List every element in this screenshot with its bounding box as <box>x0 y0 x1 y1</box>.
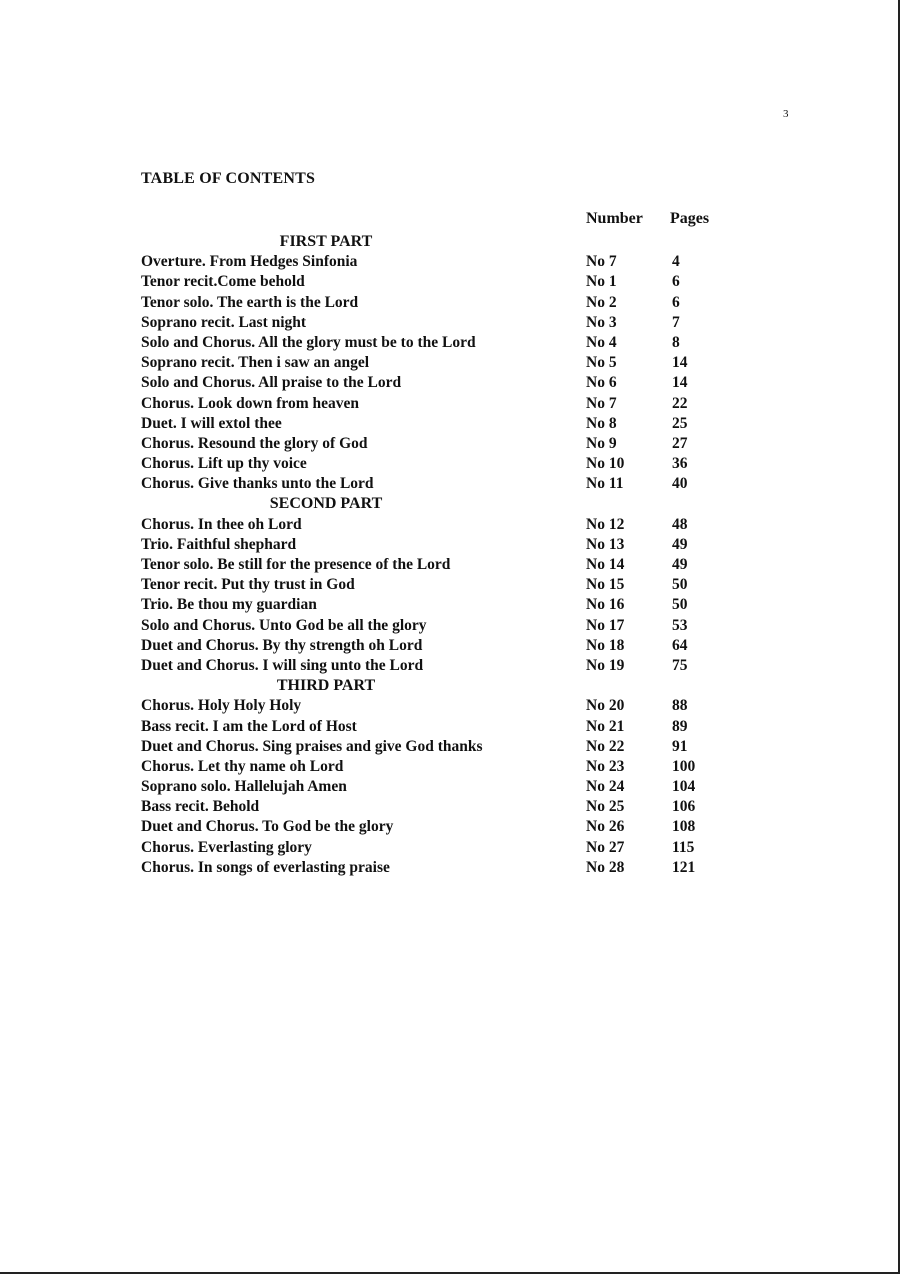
entry-title: Duet and Chorus. To God be the glory <box>141 818 394 836</box>
toc-entry <box>141 313 781 333</box>
toc-entry <box>141 737 781 757</box>
entry-title: Duet and Chorus. By thy strength oh Lord <box>141 636 423 654</box>
toc-entry <box>141 656 781 676</box>
page-title: TABLE OF CONTENTS <box>141 170 316 187</box>
entry-page: 50 <box>672 596 688 614</box>
toc-entry <box>141 474 781 494</box>
toc-entry <box>141 414 781 434</box>
entry-title: Bass recit. Behold <box>141 798 260 816</box>
entry-page: 49 <box>672 535 688 553</box>
entry-number: No 19 <box>586 656 625 674</box>
entry-title: Duet and Chorus. Sing praises and give God thanks <box>141 737 483 755</box>
toc-entry <box>141 838 781 858</box>
toc-entry <box>141 252 781 272</box>
entry-title: Chorus. Lift up thy voice <box>141 455 307 473</box>
entry-title: Duet and Chorus. I will sing unto the Lord <box>141 656 424 674</box>
toc-entry <box>141 353 781 373</box>
entry-title: Chorus. Resound the glory of God <box>141 434 368 452</box>
table-of-contents <box>141 210 781 878</box>
toc-entry <box>141 333 781 353</box>
entry-title: Chorus. Look down from heaven <box>141 394 360 412</box>
entry-title: Soprano solo. Hallelujah Amen <box>141 778 347 796</box>
toc-entry <box>141 535 781 555</box>
entry-number: No 18 <box>586 636 625 654</box>
entry-number: No 9 <box>586 434 617 452</box>
entry-number: No 15 <box>586 576 625 594</box>
entry-page: 14 <box>672 354 688 372</box>
entry-number: No 4 <box>586 333 617 351</box>
entry-title: Tenor recit.Come behold <box>141 273 305 291</box>
toc-entry <box>141 293 781 313</box>
entry-title: Overture. From Hedges Sinfonia <box>141 253 358 271</box>
toc-entry <box>141 696 781 716</box>
toc-entry <box>141 373 781 393</box>
entry-number: No 2 <box>586 293 617 311</box>
entry-page: 91 <box>672 737 688 755</box>
entry-title: Chorus. In thee oh Lord <box>141 515 302 533</box>
toc-entry <box>141 575 781 595</box>
toc-entry <box>141 616 781 636</box>
entry-title: Solo and Chorus. All praise to the Lord <box>141 374 402 392</box>
entry-page: 48 <box>672 515 688 533</box>
entry-page: 27 <box>672 434 688 452</box>
entry-page: 22 <box>672 394 688 412</box>
entry-number: No 25 <box>586 798 625 816</box>
entry-number: No 7 <box>586 394 617 412</box>
page-number: 3 <box>783 108 789 120</box>
entry-number: No 6 <box>586 374 617 392</box>
entry-page: 104 <box>672 778 696 796</box>
entry-title: Soprano recit. Then i saw an angel <box>141 354 370 372</box>
entry-title: Duet. I will extol thee <box>141 414 282 432</box>
entry-page: 36 <box>672 455 688 473</box>
entry-number: No 22 <box>586 737 625 755</box>
part-heading <box>141 676 781 696</box>
entry-title: Soprano recit. Last night <box>141 313 307 331</box>
toc-entry <box>141 434 781 454</box>
entry-number: No 20 <box>586 697 625 715</box>
entry-page: 25 <box>672 414 688 432</box>
entry-number: No 11 <box>586 475 624 493</box>
toc-entry <box>141 757 781 777</box>
entry-page: 40 <box>672 475 688 493</box>
entry-number: No 28 <box>586 858 625 876</box>
number-column-header: Number <box>586 210 643 227</box>
entry-number: No 14 <box>586 556 625 573</box>
toc-body <box>141 232 781 878</box>
part-heading-label: FIRST PART <box>279 233 373 250</box>
entry-title: Tenor recit. Put thy trust in God <box>141 576 355 594</box>
entry-number: No 7 <box>586 253 617 271</box>
entry-number: No 1 <box>586 273 617 291</box>
entry-page: 6 <box>672 293 680 311</box>
entry-page: 14 <box>672 374 688 392</box>
entry-number: No 17 <box>586 616 625 634</box>
entry-title: Tenor solo. The earth is the Lord <box>141 293 359 311</box>
entry-number: No 13 <box>586 535 625 553</box>
entry-page: 108 <box>672 818 696 836</box>
entry-number: No 26 <box>586 818 625 836</box>
entry-title: Trio. Faithful shephard <box>141 535 297 553</box>
part-heading-label: THIRD PART <box>276 677 376 695</box>
toc-entry <box>141 636 781 656</box>
entry-number: No 21 <box>586 717 625 735</box>
entry-title: Chorus. Everlasting glory <box>141 838 312 856</box>
entry-page: 53 <box>672 616 688 634</box>
pages-column-header: Pages <box>670 210 710 227</box>
part-heading <box>141 232 781 252</box>
entry-page: 88 <box>672 697 688 715</box>
toc-entry <box>141 454 781 474</box>
entry-page: 115 <box>672 838 695 856</box>
toc-entry <box>141 817 781 837</box>
entry-page: 106 <box>672 798 696 816</box>
toc-entry <box>141 717 781 737</box>
entry-title: Chorus. Let thy name oh Lord <box>141 757 344 775</box>
entry-number: No 16 <box>586 596 625 614</box>
entry-number: No 3 <box>586 313 617 331</box>
entry-number: No 5 <box>586 354 617 372</box>
entry-page: 121 <box>672 858 696 876</box>
entry-page: 4 <box>672 253 680 271</box>
entry-page: 64 <box>672 636 688 654</box>
entry-page: 8 <box>672 333 680 351</box>
entry-number: No 12 <box>586 515 625 533</box>
entry-page: 100 <box>672 757 696 775</box>
toc-entry <box>141 858 781 878</box>
entry-page: 7 <box>672 313 680 331</box>
toc-entry <box>141 394 781 414</box>
part-heading <box>141 494 781 514</box>
entry-page: 89 <box>672 717 688 735</box>
toc-entry <box>141 272 781 292</box>
entry-number: No 24 <box>586 778 625 796</box>
entry-page: 49 <box>672 556 688 573</box>
entry-title: Chorus. In songs of everlasting praise <box>141 858 390 876</box>
column-headers <box>141 210 781 232</box>
part-heading-label: SECOND PART <box>269 495 383 513</box>
entry-title: Solo and Chorus. Unto God be all the glory <box>141 616 427 634</box>
entry-title: Tenor solo. Be still for the presence of the Lord <box>141 556 451 573</box>
toc-entry <box>141 555 781 575</box>
entry-title: Solo and Chorus. All the glory must be to the Lord <box>141 333 476 351</box>
toc-entry <box>141 515 781 535</box>
entry-number: No 27 <box>586 838 625 856</box>
entry-page: 6 <box>672 273 680 291</box>
entry-title: Trio. Be thou my guardian <box>141 596 317 614</box>
toc-entry <box>141 777 781 797</box>
entry-title: Bass recit. I am the Lord of Host <box>141 717 357 735</box>
entry-title: Chorus. Give thanks unto the Lord <box>141 475 374 493</box>
toc-entry <box>141 797 781 817</box>
entry-number: No 23 <box>586 757 625 775</box>
entry-page: 50 <box>672 576 688 594</box>
entry-number: No 8 <box>586 414 617 432</box>
entry-page: 75 <box>672 656 688 674</box>
toc-entry <box>141 595 781 615</box>
entry-title: Chorus. Holy Holy Holy <box>141 697 302 715</box>
entry-number: No 10 <box>586 455 625 473</box>
